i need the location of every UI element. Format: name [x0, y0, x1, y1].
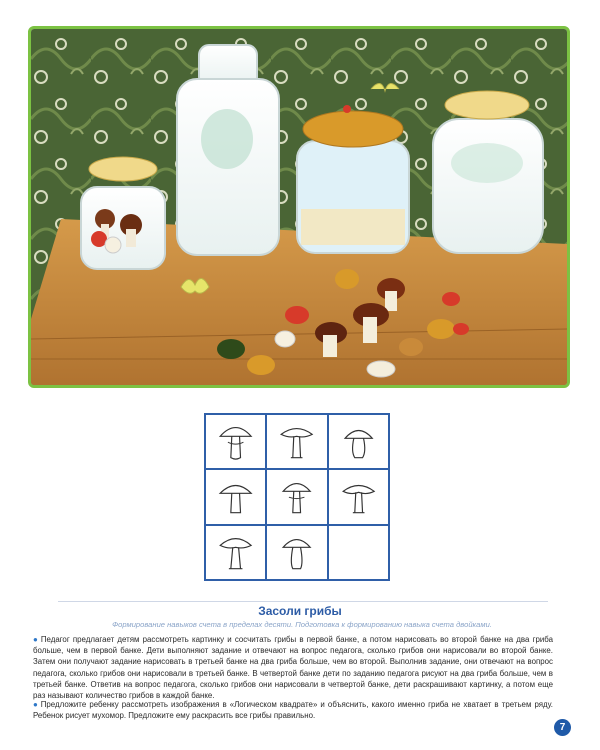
mushroom-cell — [205, 414, 266, 469]
page-number: 7 — [554, 719, 571, 736]
mushroom-icon — [329, 415, 388, 468]
bullet-icon: ● — [33, 635, 39, 644]
paragraph-1-text: Педагог предлагает детям рассмотреть картинку и сосчитать грибы в первой банке, а потом нарисовать во второй банке на два гриба больше, чем в первой банке. Дети выполняют задание и отвечают на вопрос педагога, сколько грибов они нарисовали во второй банке. Затем они получают задание нарисовать в третьей банке на два гриба больше, чем во второй. Выполнив задание, они отвечают на вопрос педагога, сколько грибов они нарисовали в третьей банке. В четвертой банке дети по заданию педагога рисуют на два гриба больше, чем в третьей банке. Ответив на вопрос педагога, сколько грибов они нарисовали в четвертой банке, дети раскрашивают картинку, а потом еще раз называют количество грибов в каждой банке. — [33, 635, 553, 701]
logic-square — [204, 413, 390, 581]
mushroom-cell — [205, 469, 266, 524]
mushroom-icon — [329, 470, 388, 523]
mushroom-icon — [267, 415, 326, 468]
mushroom-cell — [328, 469, 389, 524]
mushroom-cell — [266, 525, 327, 580]
mushroom-icon — [206, 415, 265, 468]
divider — [58, 601, 548, 602]
mushroom-icon — [206, 526, 265, 579]
empty-cell — [328, 525, 389, 580]
paragraph-2 — [33, 699, 553, 721]
mushroom-icon — [206, 470, 265, 523]
jars-illustration — [28, 26, 570, 388]
jar-1 — [81, 157, 165, 269]
section-title: Засоли грибы — [258, 604, 342, 618]
paragraph-2-text: Предложите ребенку рассмотреть изображения в «Логическом квадрате» и объяснить, какого именно гриба не хватает в третьем ряду. Ребенок рисует мухомор. Предложите ему раскрасить все грибы правильно. — [33, 700, 553, 721]
mushroom-cell — [266, 469, 327, 524]
paragraph-1 — [33, 634, 553, 701]
mushroom-cell — [266, 414, 327, 469]
mushroom-icon — [267, 470, 326, 523]
mushroom-cell — [328, 414, 389, 469]
section-subtitle: Формирование навыков счета в пределах десяти. Подготовка к формированию навыка счета двойками. — [112, 620, 492, 629]
bullet-icon: ● — [33, 700, 39, 709]
mushroom-cell — [205, 525, 266, 580]
mushroom-icon — [267, 526, 326, 579]
